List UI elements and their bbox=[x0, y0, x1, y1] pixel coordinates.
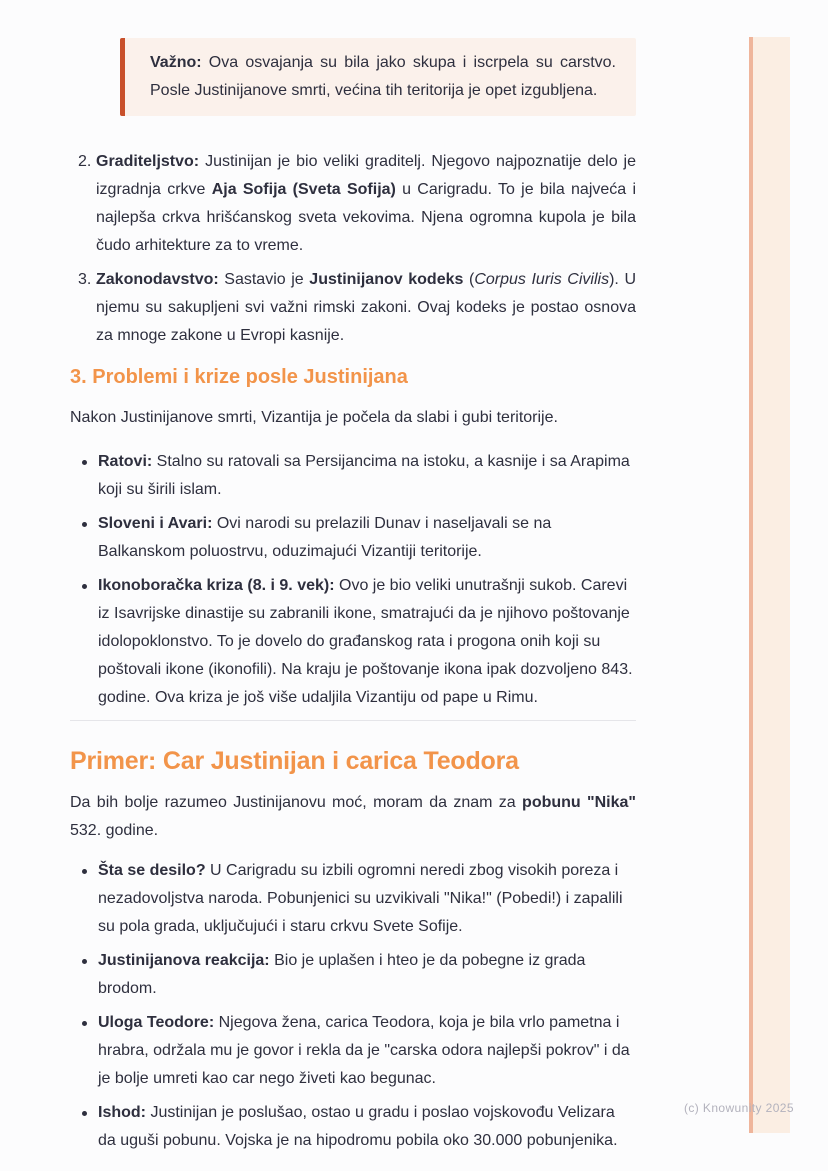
bullet-icon bbox=[82, 584, 87, 589]
section-divider bbox=[70, 720, 636, 721]
list-item-zakonodavstvo bbox=[70, 266, 636, 350]
bullet-item-text: Uloga Teodore: Njegova žena, carica Teodora, koja je bila vrlo pametna i hrabra, održala mu je govor i rekla da je "carska odora najlepši pokrov" i da je bolje umreti kao car nego živeti kao begunac. bbox=[98, 1014, 630, 1087]
bullet-item-ishod bbox=[70, 1099, 636, 1155]
bullet-icon bbox=[82, 522, 87, 527]
bullet-item-text: Ratovi: Stalno su ratovali sa Persijancima na istoku, a kasnije i sa Arapima koji su širili islam. bbox=[98, 453, 630, 498]
bullet-item-text: Ikonoboračka kriza (8. i 9. vek): Ovo je bio veliki unutrašnji sukob. Carevi iz Isavrijske dinastije su zabranili ikone, smatrajući da je njihovo poštovanje idolopoklonstvo. To je dovelo do građanskog rata i progona onih koji su poštovali ikone (ikonofili). Na kraju je poštovanje ikona ipak dozvoljeno 843. godine. Ova kriza je još više udaljila Vizantiju od pape u Rimu. bbox=[98, 577, 633, 706]
bullet-item-justinijanova-reakcija bbox=[70, 947, 636, 1003]
document-content bbox=[70, 38, 636, 1155]
example-intro-paragraph: Da bih bolje razumeo Justinijanovu moć, moram da znam za pobunu "Nika" 532. godine. bbox=[70, 794, 636, 839]
section-heading-problemi: 3. Problemi i krize posle Justinijana bbox=[70, 366, 408, 388]
primer-bullet-list bbox=[70, 857, 636, 1155]
bullet-item-text: Sloveni i Avari: Ovi narodi su prelazili Dunav i naseljavali se na Balkanskom poluostrvu, oduzimajući Vizantiji teritorije. bbox=[98, 515, 552, 560]
bullet-icon bbox=[82, 460, 87, 465]
bullet-item-uloga-teodore bbox=[70, 1009, 636, 1093]
list-item-number: 2. bbox=[78, 153, 92, 170]
list-item-graditeljstvo bbox=[70, 148, 636, 260]
bullet-icon bbox=[82, 869, 87, 874]
problems-bullet-list bbox=[70, 448, 636, 712]
list-item-text: Zakonodavstvo: Sastavio je Justinijanov kodeks (Corpus Iuris Civilis). U njemu su sakupljeni svi važni rimski zakoni. Ovaj kodeks je postao osnova za mnoge zakone u Evropi kasnije. bbox=[96, 271, 636, 344]
bullet-item-ikonoboracka-kriza bbox=[70, 572, 636, 712]
numbered-list bbox=[70, 148, 636, 350]
bullet-item-text: Šta se desilo? U Carigradu su izbili ogromni neredi zbog visokih poreza i nezadovoljstva naroda. Pobunjenici su uzvikivali "Nika!" (Pobedi!) i zapalili su pola grada, uključujući i staru crkvu Svete Sofije. bbox=[98, 862, 623, 935]
section-intro-paragraph: Nakon Justinijanove smrti, Vizantija je počela da slabi i gubi teritorije. bbox=[70, 409, 558, 426]
page-edge-bar bbox=[749, 37, 790, 1133]
bullet-item-ratovi bbox=[70, 448, 636, 504]
bullet-item-text: Ishod: Justinijan je poslušao, ostao u gradu i poslao vojskovođu Velizara da uguši pobunu. Vojska je na hipodromu pobila oko 30.000 pobunjenika. bbox=[98, 1104, 618, 1149]
bullet-item-sta-se-desilo bbox=[70, 857, 636, 941]
bullet-icon bbox=[82, 959, 87, 964]
important-callout bbox=[120, 38, 636, 116]
bullet-icon bbox=[82, 1021, 87, 1026]
list-item-text: Graditeljstvo: Justinijan je bio veliki graditelj. Njegovo najpoznatije delo je izgradnja crkve Aja Sofija (Sveta Sofija) u Carigradu. To je bila najveća i najlepša crkva hrišćanskog sveta vekovima. Njena ogromna kupola je bila čudo arhitekture za to vreme. bbox=[96, 153, 636, 254]
example-heading-primer: Primer: Car Justinijan i carica Teodora bbox=[70, 747, 519, 775]
callout-text: Važno: Ova osvajanja su bila jako skupa i iscrpela su carstvo. Posle Justinijanove smrti, većina tih teritorija je opet izgubljena. bbox=[150, 54, 616, 99]
bullet-icon bbox=[82, 1111, 87, 1116]
copyright-watermark: (c) Knowunity 2025 bbox=[684, 1101, 794, 1115]
list-item-number: 3. bbox=[78, 271, 92, 288]
bullet-item-text: Justinijanova reakcija: Bio je uplašen i hteo je da pobegne iz grada brodom. bbox=[98, 952, 586, 997]
bullet-item-sloveni-avari bbox=[70, 510, 636, 566]
